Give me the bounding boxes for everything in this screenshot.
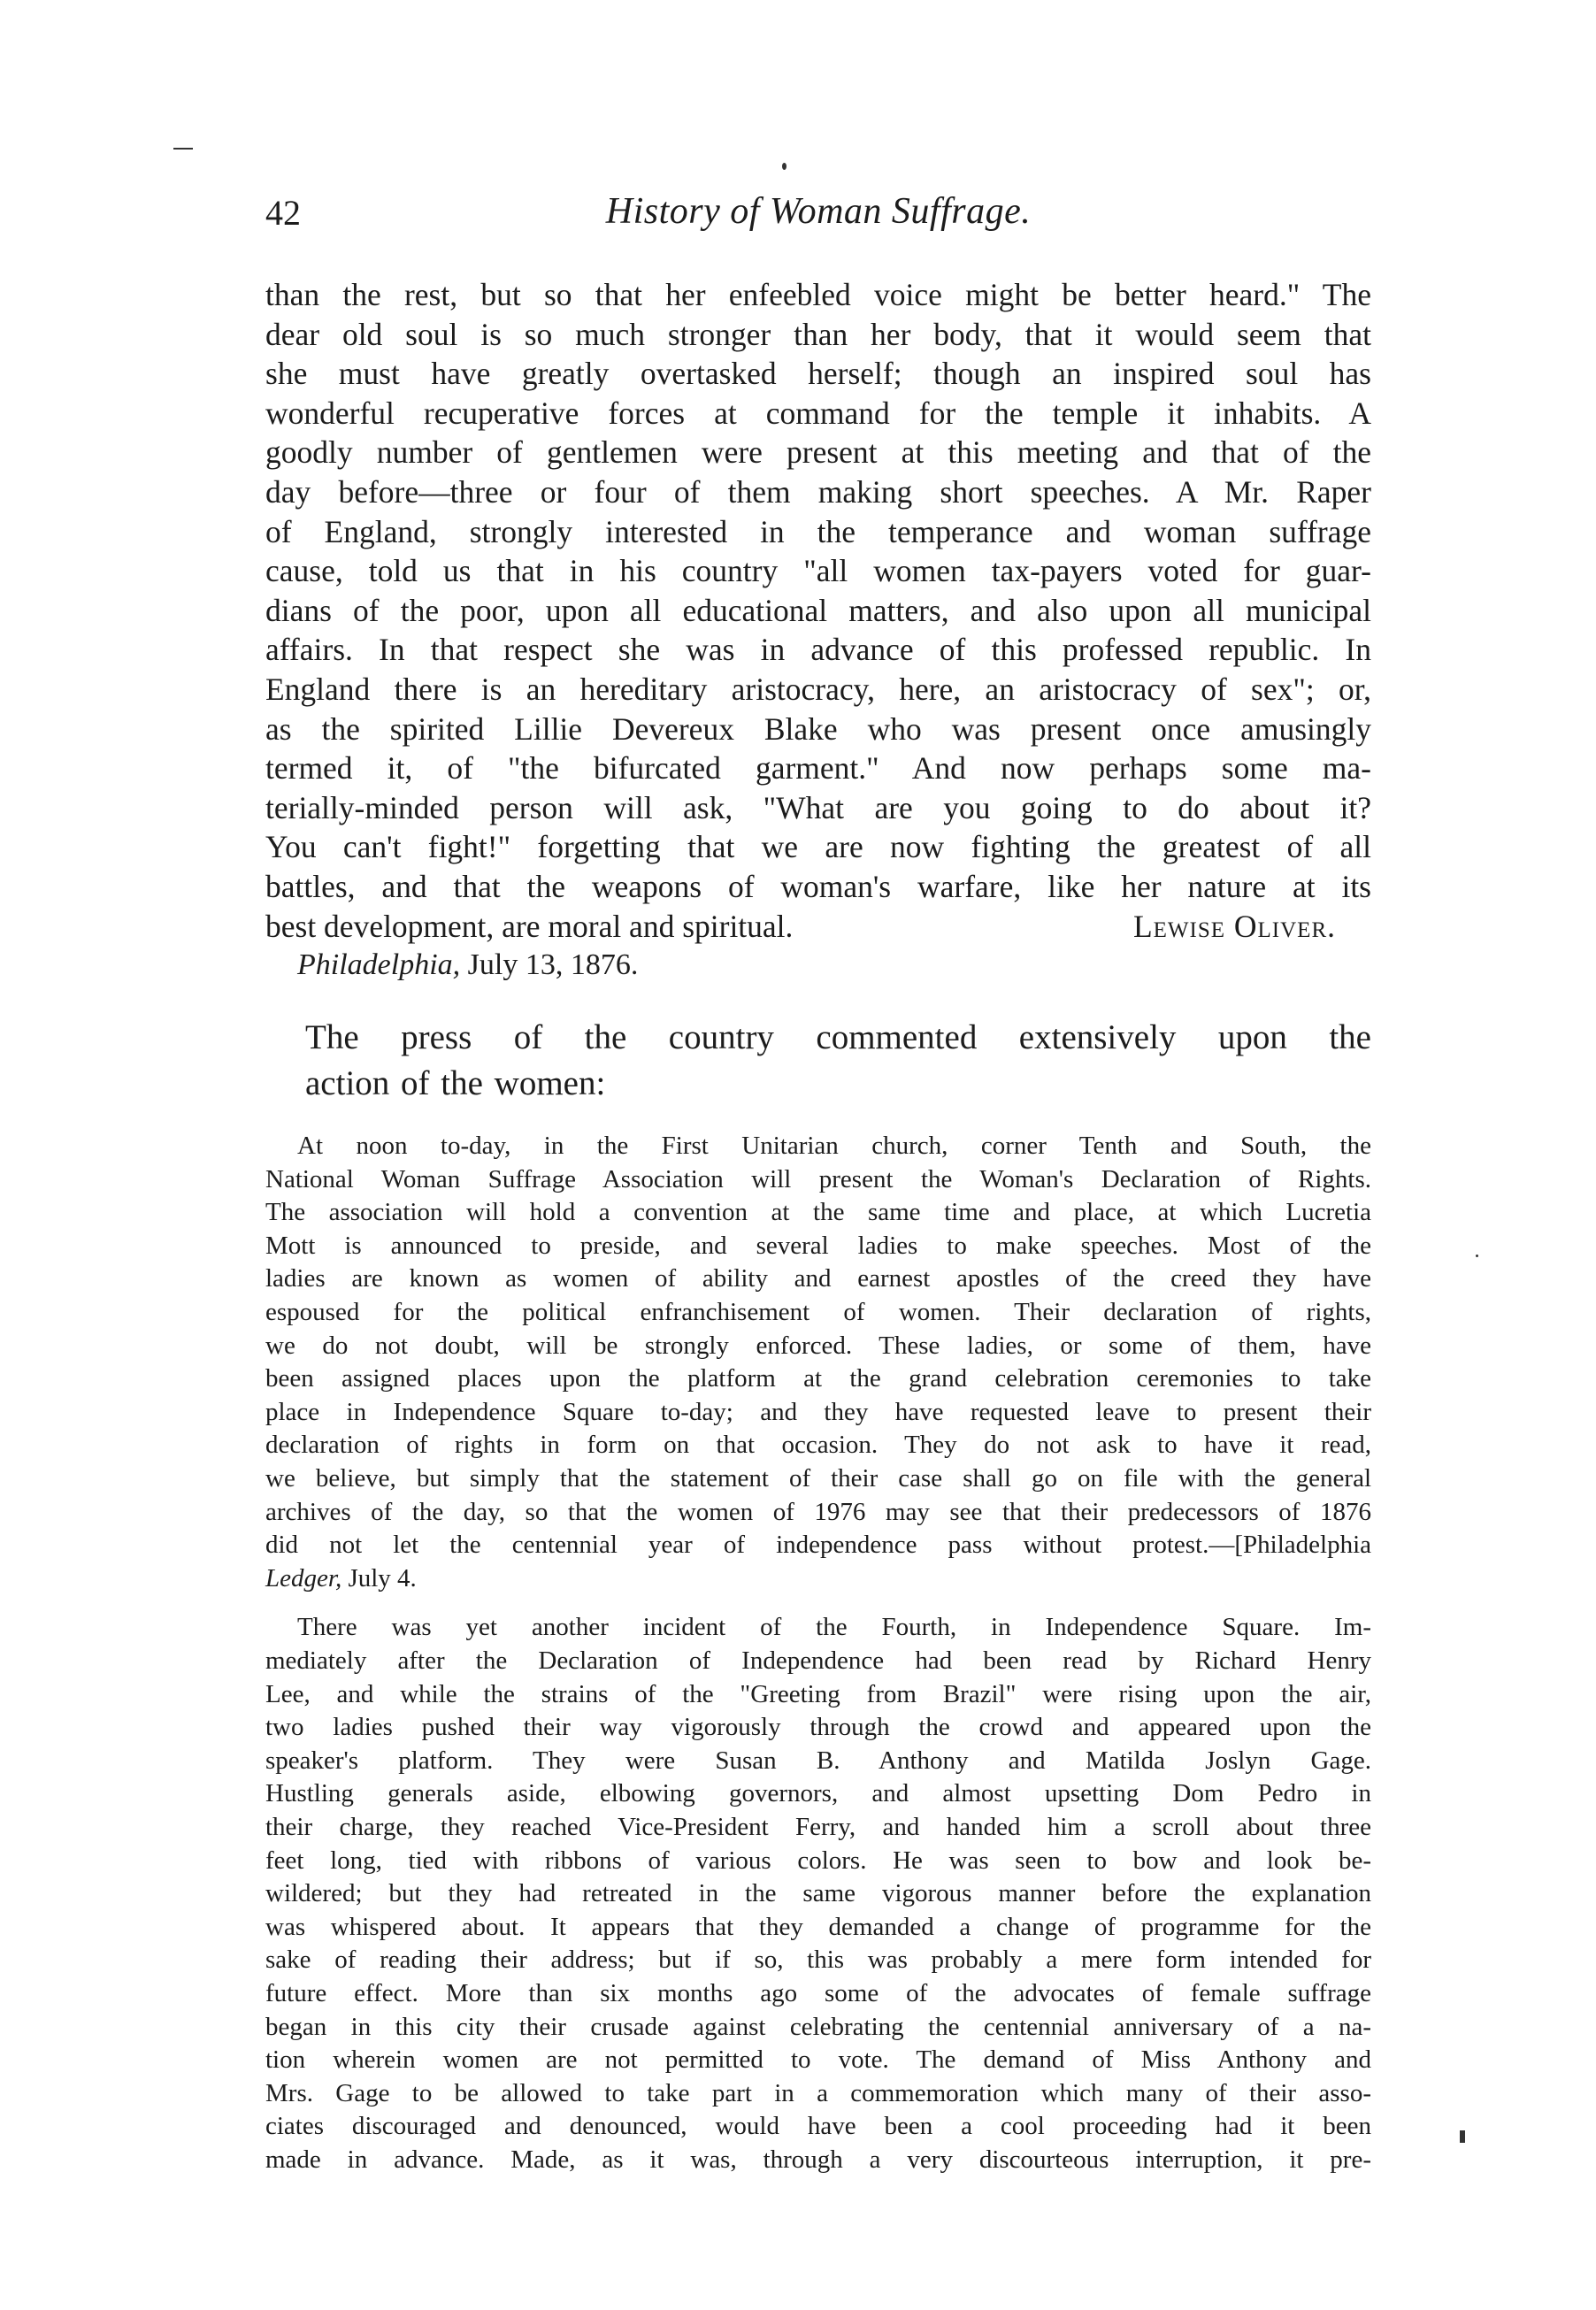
source-date: July 4. (348, 1563, 417, 1592)
scan-speck (173, 148, 193, 150)
quote-line: At noon to-day, in the First Unitarian church, corner Tenth and South, the (297, 1132, 1371, 1161)
section-intro (305, 1015, 1371, 1107)
text-line: battles, and that the weapons of woman's warfare, like her nature at its (265, 868, 1371, 904)
quote-line: we do not doubt, will be strongly enforced. These ladies, or some of them, have (265, 1331, 1371, 1360)
quote-line: espoused for the political enfranchisement of women. Their declaration of rights, (265, 1298, 1371, 1327)
quote-line: Lee, and while the strains of the "Greeting from Brazil" were rising upon the air, (265, 1679, 1371, 1708)
page-number: 42 (265, 193, 301, 233)
intro-line: action of the women: (305, 1064, 606, 1103)
scan-speck (782, 163, 786, 170)
quote-line: did not let the centennial year of independence pass without protest.—[Philadelphia (265, 1531, 1371, 1560)
quote-line: began in this city their crusade against celebrating the centennial anniversary of a na- (265, 2012, 1371, 2041)
quote-line: archives of the day, so that the women of 1976 may see that their predecessors of 1876 (265, 1497, 1371, 1526)
text-line: of England, strongly interested in the temperance and woman suffrage (265, 513, 1371, 549)
press-quote-independence-square (265, 1611, 1371, 2176)
dateline (297, 946, 1371, 985)
running-title: History of Woman Suffrage. (605, 191, 1032, 232)
quote-source (265, 1562, 1371, 1596)
source-title: Ledger, (265, 1563, 342, 1592)
text-line: England there is an hereditary aristocracy, here, an aristocracy of sex"; or, (265, 671, 1371, 707)
text-line: termed it, of "the bifurcated garment." And now perhaps some ma- (265, 750, 1371, 787)
quote-line: place in Independence Square to-day; and they have requested leave to present their (265, 1397, 1371, 1426)
intro-line: The press of the country commented extensively upon the (305, 1018, 1371, 1057)
closing-text: best development, are moral and spiritual. (265, 908, 794, 944)
press-quote-ledger (265, 1130, 1371, 1595)
quote-line: tion wherein women are not permitted to vote. The demand of Miss Anthony and (265, 2045, 1371, 2075)
quote-line: Mott is announced to preside, and several ladies to make speeches. Most of the (265, 1231, 1371, 1260)
quote-line: made in advance. Made, as it was, through a very discourteous interruption, it pre- (265, 2145, 1371, 2174)
quote-line: Mrs. Gage to be allowed to take part in a commemoration which many of their asso- (265, 2078, 1371, 2107)
text-line: goodly number of gentlemen were present at this meeting and that of the (265, 434, 1371, 471)
quote-line: wildered; but they had retreated in the same vigorous manner before the explanation (265, 1879, 1371, 1908)
quote-line: we believe, but simply that the statement of their case shall go on file with the general (265, 1464, 1371, 1493)
text-line: cause, told us that in his country "all women tax-payers voted for guar- (265, 553, 1371, 589)
quote-line: The association will hold a convention at the same time and place, at which Lucretia (265, 1198, 1371, 1227)
text-line: dear old soul is so much stronger than her body, that it would seem that (265, 316, 1371, 352)
quote-line: mediately after the Declaration of Independence had been read by Richard Henry (265, 1646, 1371, 1675)
quote-line: two ladies pushed their way vigorously through the crowd and appeared upon the (265, 1713, 1371, 1742)
text-line: You can't fight!" forgetting that we are now fighting the greatest of all (265, 829, 1371, 865)
text-line: affairs. In that respect she was in advance of this professed republic. In (265, 632, 1371, 668)
quote-line: There was yet another incident of the Fourth, in Independence Square. Im- (297, 1613, 1371, 1642)
scan-speck (1460, 2130, 1465, 2143)
quote-line: future effect. More than six months ago some of the advocates of female suffrage (265, 1978, 1371, 2007)
text-line: wonderful recuperative forces at command for the temple it inhabits. A (265, 395, 1371, 431)
quote-line: their charge, they reached Vice-President Ferry, and handed him a scroll about three (265, 1812, 1371, 1841)
text-line: than the rest, but so that her enfeebled voice might be better heard." The (265, 277, 1371, 312)
scan-speck (1476, 1255, 1478, 1257)
closing-line (265, 907, 1371, 947)
book-page (265, 190, 1371, 2177)
text-line: terially-minded person will ask, "What are you going to do about it? (265, 789, 1371, 825)
quote-line: ciates discouraged and denounced, would have been a cool proceeding had it been (265, 2112, 1371, 2141)
quote-line: sake of reading their address; but if so, this was probably a mere form intended for (265, 1945, 1371, 1975)
text-line: she must have greatly overtasked herself; though an inspired soul has (265, 356, 1371, 392)
quote-line: was whispered about. It appears that they demanded a change of programme for the (265, 1912, 1371, 1941)
letter-body (265, 275, 1371, 985)
dateline-date: July 13, 1876. (467, 948, 639, 982)
quote-line: been assigned places upon the platform at the grand celebration ceremonies to take (265, 1364, 1371, 1393)
page-header (265, 190, 1371, 243)
dateline-place: Philadelphia, (297, 948, 461, 982)
quote-line: Hustling generals aside, elbowing governors, and almost upsetting Dom Pedro in (265, 1779, 1371, 1808)
quote-line: feet long, tied with ribbons of various colors. He was seen to bow and look be- (265, 1846, 1371, 1875)
quote-line: National Woman Suffrage Association will present the Woman's Declaration of Rights. (265, 1164, 1371, 1193)
quote-line: declaration of rights in form on that occasion. They do not ask to have it read, (265, 1431, 1371, 1460)
text-line: as the spirited Lillie Devereux Blake who was present once amusingly (265, 710, 1371, 747)
text-line: day before—three or four of them making short speeches. A Mr. Raper (265, 473, 1371, 510)
text-line: dians of the poor, upon all educational matters, and also upon all municipal (265, 592, 1371, 628)
quote-line: speaker's platform. They were Susan B. Anthony and Matilda Joslyn Gage. (265, 1746, 1371, 1775)
quote-line: ladies are known as women of ability and earnest apostles of the creed they have (265, 1264, 1371, 1293)
signature: Lewise Oliver. (1132, 908, 1336, 944)
